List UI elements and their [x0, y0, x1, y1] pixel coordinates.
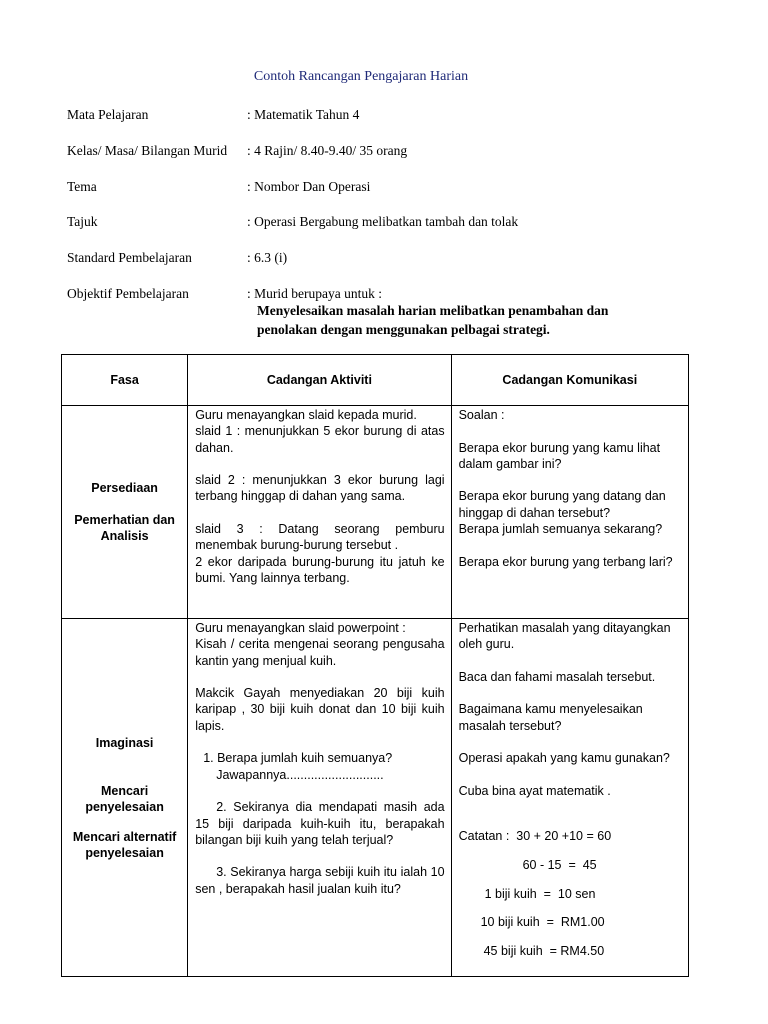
field-label: Tema	[67, 179, 97, 194]
field-value: : Matematik Tahun 4	[247, 107, 360, 122]
activity-text: Guru menayangkan slaid powerpoint :	[195, 621, 406, 635]
fasa-label: Pemerhatian dan Analisis	[74, 513, 175, 543]
fasa-label: Imaginasi	[95, 735, 154, 750]
question-3: 3. Sekiranya harga sebiji kuih itu ialah 10 sen , berapakah hasil jualan kuih itu?	[195, 865, 445, 896]
communication-text: Bagaimana kamu menyelesaikan masalah tersebut?	[458, 702, 643, 733]
table-row	[62, 619, 689, 977]
header-aktiviti: Cadangan Aktiviti	[188, 355, 451, 406]
question-1: 1. Berapa jumlah kuih semuanya?	[203, 751, 393, 766]
header-komunikasi: Cadangan Komunikasi	[451, 355, 688, 406]
fasa-cell	[62, 406, 188, 619]
fasa-cell	[62, 619, 188, 977]
field-value: : 4 Rajin/ 8.40-9.40/ 35 orang	[247, 143, 408, 158]
catatan-line: Catatan : 30 + 20 +10 = 60	[458, 829, 612, 844]
communication-text: Berapa jumlah semuanya sekarang?	[458, 522, 663, 537]
aktiviti-cell	[188, 619, 451, 977]
activity-text: Guru menayangkan slaid kepada murid.	[195, 408, 417, 422]
fasa-label: Mencari alternatif penyelesaian	[72, 829, 177, 860]
field-value: : Murid berupaya untuk :	[247, 286, 382, 301]
field-label: Mata Pelajaran	[67, 107, 149, 122]
catatan-line: 45 biji kuih = RM4.50	[483, 944, 605, 959]
catatan-line: 60 - 15 = 45	[522, 857, 597, 872]
objective-line-2: penolakan dengan menggunakan pelbagai strategi.	[257, 322, 550, 337]
field-label: Objektif Pembelajaran	[67, 286, 189, 301]
catatan-line: 1 biji kuih = 10 sen	[484, 886, 596, 901]
field-label: Standard Pembelajaran	[67, 250, 192, 265]
communication-text: Berapa ekor burung yang kamu lihat dalam gambar ini?	[458, 440, 661, 471]
activity-text: Makcik Gayah menyediakan 20 biji kuih karipap , 30 biji kuih donat dan 10 biji kuih lapis.	[195, 686, 445, 733]
lesson-plan-table	[61, 354, 689, 977]
field-value: : Nombor Dan Operasi	[247, 179, 371, 194]
document-title: Contoh Rancangan Pengajaran Harian	[253, 69, 469, 84]
aktiviti-cell	[188, 406, 451, 619]
field-value: : Operasi Bergabung melibatkan tambah dan tolak	[247, 214, 519, 229]
table-row	[62, 406, 689, 619]
answer-line: Jawapannya............................	[216, 767, 384, 782]
question-2: 2. Sekiranya dia mendapati masih ada 15 biji daripada kuih-kuih itu, berapakah bilangan biji kuih yang telah terjual?	[195, 800, 445, 847]
activity-text: slaid 3 : Datang seorang pemburu menembak burung-burung tersebut .	[195, 522, 445, 553]
communication-text: Cuba bina ayat matematik .	[458, 783, 611, 798]
fasa-label: Mencari penyelesaian	[85, 783, 164, 814]
fasa-label: Persediaan	[91, 481, 158, 495]
objective-line-1: Menyelesaikan masalah harian melibatkan penambahan dan	[257, 303, 609, 318]
header-fasa: Fasa	[62, 355, 188, 406]
activity-text: slaid 1 : menunjukkan 5 ekor burung di atas dahan.	[195, 424, 445, 455]
field-label: Kelas/ Masa/ Bilangan Murid	[67, 143, 228, 158]
komunikasi-cell	[451, 619, 688, 977]
activity-text: 2 ekor daripada burung-burung itu jatuh ke bumi. Yang lainnya terbang.	[195, 554, 445, 585]
field-value: : 6.3 (i)	[247, 250, 288, 265]
table-header-row	[62, 355, 689, 406]
catatan-line: 10 biji kuih = RM1.00	[480, 915, 605, 930]
activity-text: slaid 2 : menunjukkan 3 ekor burung lagi terbang hinggap di dahan yang sama.	[195, 473, 445, 504]
communication-text: Soalan :	[458, 408, 505, 422]
communication-text: Berapa ekor burung yang datang dan hinggap di dahan tersebut?	[458, 489, 666, 520]
field-label: Tajuk	[67, 214, 98, 229]
communication-text: Baca dan fahami masalah tersebut.	[458, 669, 656, 684]
komunikasi-cell	[451, 406, 688, 619]
activity-text: Kisah / cerita mengenai seorang pengusaha kantin yang menjual kuih.	[195, 637, 445, 668]
communication-text: Perhatikan masalah yang ditayangkan oleh guru.	[458, 621, 671, 652]
communication-text: Berapa ekor burung yang terbang lari?	[458, 554, 673, 569]
communication-text: Operasi apakah yang kamu gunakan?	[458, 751, 670, 766]
